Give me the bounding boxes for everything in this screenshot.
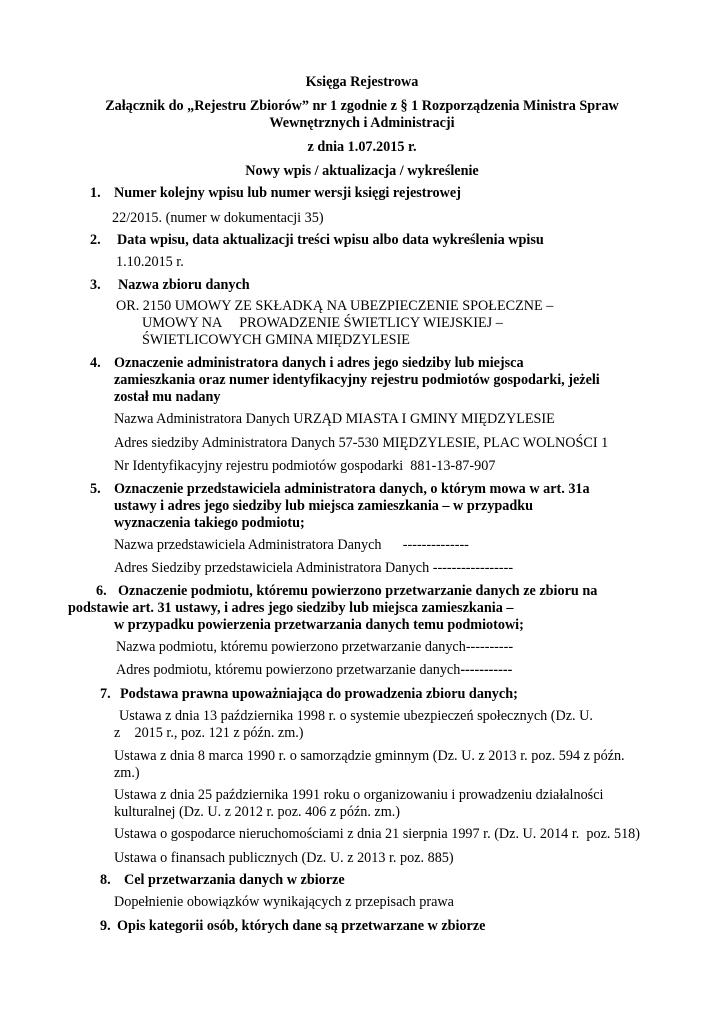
- section-3-value-line1: OR. 2150 UMOWY ZE SKŁADKĄ NA UBEZPIECZENIE SPOŁECZNE –: [116, 298, 554, 314]
- section-3-heading: Nazwa zbioru danych: [118, 277, 250, 293]
- section-2-value: 1.10.2015 r.: [116, 254, 184, 270]
- section-6-heading-line1: Oznaczenie podmiotu, któremu powierzono przetwarzanie danych ze zbioru na: [118, 583, 598, 599]
- document-subtitle-line2: Wewnętrznych i Administracji: [269, 115, 455, 131]
- administrator-regon: Nr Identyfikacyjny rejestru podmiotów gospodarki 881-13-87-907: [114, 458, 496, 474]
- section-1-value: 22/2015. (numer w dokumentacji 35): [112, 210, 324, 226]
- representative-name: Nazwa przedstawiciela Administratora Danych --------------: [114, 537, 469, 553]
- section-3-number: 3.: [90, 277, 101, 293]
- document-date: z dnia 1.07.2015 r.: [307, 139, 417, 155]
- entity-address-text: Adres podmiotu, któremu powierzono przetwarzanie danych: [116, 662, 461, 678]
- section-3-value-line2: UMOWY NA PROWADZENIE ŚWIETLICY WIEJSKIEJ –: [142, 315, 503, 331]
- law-1-line2: z 2015 r., poz. 121 z późn. zm.): [114, 725, 304, 741]
- section-7-heading: Podstawa prawna upoważniająca do prowadzenia zbioru danych;: [120, 686, 518, 702]
- law-3-line1: Ustawa z dnia 25 października 1991 roku o organizowaniu i prowadzeniu działalności: [114, 787, 604, 803]
- section-5-number: 5.: [90, 481, 101, 497]
- document-subtitle-line1: Załącznik do „Rejestru Zbiorów” nr 1 zgodnie z § 1 Rozporządzenia Ministra Spraw: [105, 98, 619, 114]
- law-4: Ustawa o gospodarce nieruchomościami z dnia 21 sierpnia 1997 r. (Dz. U. 2014 r. poz. 518): [114, 826, 640, 842]
- section-2-number: 2.: [90, 232, 101, 248]
- section-9-number: 9.: [100, 918, 111, 934]
- section-1-heading: Numer kolejny wpisu lub numer wersji księgi rejestrowej: [114, 185, 461, 201]
- administrator-name: Nazwa Administratora Danych URZĄD MIASTA I GMINY MIĘDZYLESIE: [114, 411, 555, 427]
- section-4-heading-line1: Oznaczenie administratora danych i adres jego siedziby lub miejsca: [114, 355, 524, 371]
- law-2-line1: Ustawa z dnia 8 marca 1990 r. o samorządzie gminnym (Dz. U. z 2013 r. poz. 594 z późn.: [114, 748, 625, 764]
- entity-address: [116, 662, 512, 679]
- entry-type: Nowy wpis / aktualizacja / wykreślenie: [245, 163, 479, 179]
- entity-name: Nazwa podmiotu, któremu powierzono przetwarzanie danych----------: [116, 639, 514, 655]
- section-5-heading-line3: wyznaczenia takiego podmiotu;: [114, 515, 305, 531]
- section-6-heading-line3: w przypadku powierzenia przetwarzania danych temu podmiotowi;: [114, 617, 524, 633]
- section-2-heading: Data wpisu, data aktualizacji treści wpisu albo data wykreślenia wpisu: [117, 232, 544, 248]
- section-6-heading-line2: podstawie art. 31 ustawy, i adres jego siedziby lub miejsca zamieszkania –: [68, 600, 514, 616]
- law-1-line1: Ustawa z dnia 13 października 1998 r. o systemie ubezpieczeń społecznych (Dz. U.: [119, 708, 593, 724]
- section-8-heading: Cel przetwarzania danych w zbiorze: [124, 872, 345, 888]
- section-5-heading-line1: Oznaczenie przedstawiciela administratora danych, o którym mowa w art. 31a: [114, 481, 590, 497]
- section-4-heading-line3: został mu nadany: [114, 389, 221, 405]
- entity-address-dashes: -----------: [460, 662, 513, 678]
- section-3-value-line3: ŚWIETLICOWYCH GMINA MIĘDZYLESIE: [142, 332, 410, 348]
- administrator-address: Adres siedziby Administratora Danych 57-530 MIĘDZYLESIE, PLAC WOLNOŚCI 1: [114, 435, 609, 451]
- representative-address: Adres Siedziby przedstawiciela Administratora Danych -----------------: [114, 560, 514, 576]
- law-5: Ustawa o finansach publicznych (Dz. U. z 2013 r. poz. 885): [114, 850, 454, 866]
- section-9-heading: Opis kategorii osób, których dane są przetwarzane w zbiorze: [117, 918, 486, 934]
- section-4-number: 4.: [90, 355, 101, 371]
- section-7-number: 7.: [100, 686, 111, 702]
- section-8-number: 8.: [100, 872, 111, 888]
- law-3-line2: kulturalnej (Dz. U. z 2012 r. poz. 406 z późn. zm.): [114, 804, 401, 820]
- section-8-value: Dopełnienie obowiązków wynikających z przepisach prawa: [114, 894, 454, 910]
- law-2-line2: zm.): [114, 765, 140, 781]
- document-title: Księga Rejestrowa: [305, 74, 419, 90]
- section-1-number: 1.: [90, 185, 101, 201]
- section-6-number: 6.: [96, 583, 107, 599]
- section-5-heading-line2: ustawy i adres jego siedziby lub miejsca zamieszkania – w przypadku: [114, 498, 534, 514]
- section-4-heading-line2: zamieszkania oraz numer identyfikacyjny rejestru podmiotów gospodarki, jeżeli: [114, 372, 600, 388]
